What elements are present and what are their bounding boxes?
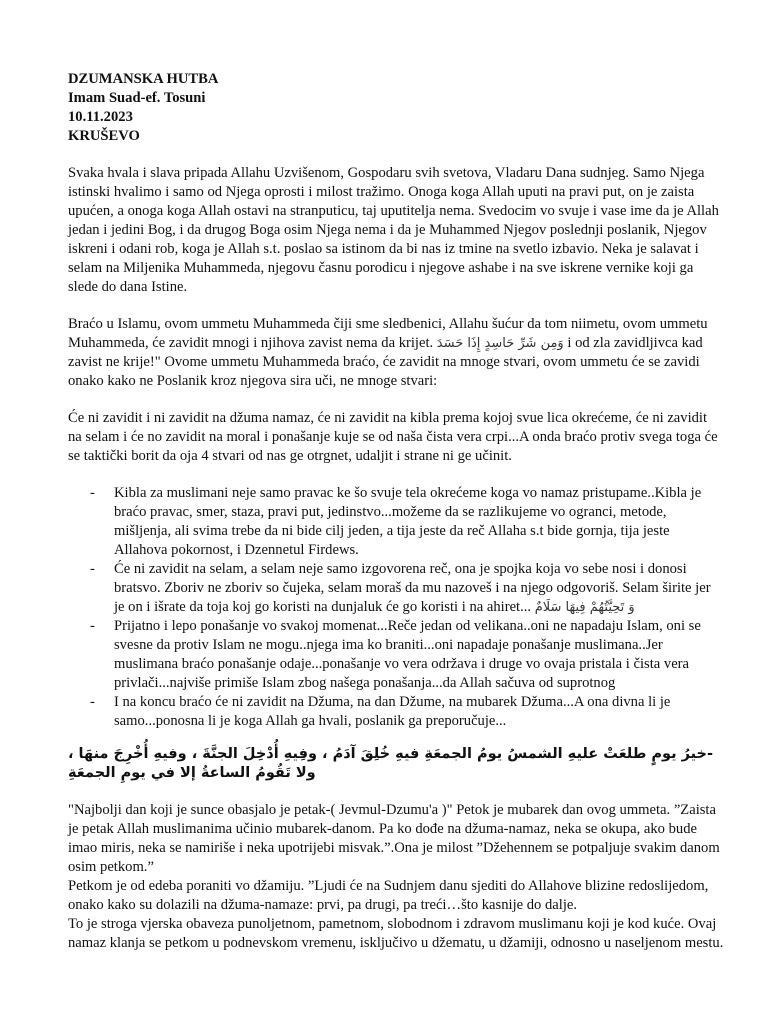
list-item-text: Prijatno i lepo ponašanje vo svakoj momenat...Reče jedan od velikana..oni ne napadaju Islam, oni se svesne da protiv Islam ne mogu..njega ima ko braniti...oni napadaje ponašanje muslimana..Jer muslimana braćo ponašanje odaje...ponašanje vo vera održava i druge vo ovaja pristala i čista vera privlači...najviše primiše Islam zbog našega ponašanja...da Allah sačuva od suprotnog — [114, 618, 701, 691]
sermon-place: KRUŠEVO — [68, 128, 140, 144]
list-item-salam — [68, 560, 724, 617]
hadith-lead-dash: - — [707, 746, 719, 762]
brothers-paragraph-text-before: Braćo u Islamu, ovom ummetu Muhammeda čiji sme sledbenici, Allahu šućur da tom niimetu, ovom ummetu Muhammeda, će zavidit mnogi i njihova zavist nema da krijet. — [68, 316, 708, 351]
hadith-arabic — [68, 745, 724, 783]
list-item-text: I na koncu braćo će ni zavidit na Džuma, na dan Džume, na mubarek Džuma...A ona divna li je samo...ponosna li je koga Allah ga hvali, poslanik ga preporučuje... — [114, 694, 671, 729]
imam-name: Imam Suad-ef. Tosuni — [68, 90, 206, 106]
envy-paragraph: Će ni zavidit i ni zavidit na džuma namaz, će ni zavidit na kibla prema kojoj svue lica okrećeme, će ni zavidit na selam i će no zavidit na moral i ponašanje kuje se od naša čista vera crpi...A onda braćo protiv svega toga će se taktički borit da oja 4 stvari od nas ge otrgnet, udaljit i strane ni ge učinit. — [68, 410, 718, 464]
list-item-text: Će ni zavidit na selam, a selam neje samo izgovorena reč, ona je spojka koja vo sebe nosi i donosi bratsvo. Zboriv ne zboriv so čujeka, selam moraš da mu nazoveš i na njego odgovoriš. Selam širite jer je on i išrate da toja koj go koristi na dunjaluk će go koristi i na ahiret... — [114, 561, 711, 615]
hadith-arabic-text: خيرُ يومٍ طلعَتْ عليهِ الشمسُ يومُ الجمعَةِ فيهِ خُلِقَ آدَمُ ، وفِيهِ أُدْخِلَ الجنَّةَ ، وفيهِ أُخْرِجَ منهَا ، ولا تَقُومُ الساعةُ إلا في يومِ الجمعَةِ — [68, 746, 708, 781]
quran-quote-salam: وَ تَحِيَّتُهُمْ فِيهَا سَلَامٌ — [534, 600, 635, 615]
sermon-title: DZUMANSKA HUTBA — [68, 71, 219, 87]
closing-section — [68, 801, 724, 953]
document-header — [68, 70, 724, 146]
intro-paragraph: Svaka hvala i slava pripada Allahu Uzvišenom, Gospodaru svih svetova, Vladaru Dana sudnjeg. Samo Njega istinski hvalimo i samo od Njega oprosti i milost tražimo. Onoga koga Allah uputi na pravi put, on je zaista upućen, a onoga koga Allah ostavi na stranputicu, taj uputitelja nema. Svedocim vo svuje i vase ime da je Allah jedan i jedini Bog, i da drugog Boga osim Njega nema i da je Muhammed Njegov poslednji poslanik, Njegov iskreni i odani rob, koga je Allah s.t. poslao sa istinom da bi nas iz tmine na svetlo izbavio. Neka je salavat i selam na Miljenika Muhammeda, njegovu časnu porodicu i njegove ashabe i na sve iskrene vernike koji ga slede do dana Istine. — [68, 165, 719, 295]
list-item-behaviour — [68, 617, 724, 693]
document-page — [68, 70, 724, 953]
brothers-paragraph — [68, 315, 724, 391]
closing-paragraph-friday: "Najbolji dan koji je sunce obasjalo je petak-( Jevmul-Dzumu'a )" Petok je mubarek dan ovog ummeta. ”Zaista je petak Allah muslimanima učinio mubarek-danom. Pa ko dođe na džuma-namaz, neka se okupa, ako bude imao miris, neka se namiriše i neka upotrijebi misvak.”.Ona je milost ”Džehennem se potpaljuje svakim danom osim petkom.” — [68, 802, 720, 875]
closing-paragraph-obligation: To je stroga vjerska obaveza punoljetnom, pametnom, slobodnom i zdravom muslimanu koji je kod kuće. Ovaj namaz klanja se petkom u podnevskom vremenu, isključivo u džematu, u džamiji, odnosno u naseljenom mestu. — [68, 916, 724, 951]
bullet-dash: - — [90, 618, 95, 634]
list-item-text: Kibla za muslimani neje samo pravac ke šo svuje tela okrećeme koga vo namaz pristupame..Kibla je braćo pravac, smer, staza, pravi put, jedinstvo...možeme da se razlikujeme vo ogranci, metode, mišljenja, ali svima trebe da ni bide cilj jeden, a tija jeste da reč Allaha s.t bide gornja, tija jeste Allahova pokornost, i Dzennetul Firdews. — [114, 485, 702, 558]
list-item-jumuah — [68, 693, 724, 731]
bullet-dash: - — [90, 485, 95, 501]
brothers-paragraph-text-after: i od zla zavidljivca kad zavist ne krije!" Ovome ummetu Muhammeda braćo, će zavidit na mnoge stvari, ovom ummetu će se zavidi onako kako ne Poslanik kroz njegova sira uči, ne mnoge stvari: — [68, 335, 703, 389]
bullet-dash: - — [90, 561, 95, 577]
bullet-list — [68, 484, 724, 731]
closing-paragraph-mosque: Petkom je od edeba poraniti vo džamiju. ”Ljudi će na Sudnjem danu sjediti do Allahove blizine redoslijedom, onako kako su dolazili na džuma-namaze: prvi, pa drugi, pa treći…što kasnije do dalje. — [68, 878, 709, 913]
quran-quote-envy: وَمِن شَرِّ حَاسِدٍ إِذَا حَسَدَ — [436, 336, 564, 351]
bullet-dash: - — [90, 694, 95, 710]
list-item-qibla — [68, 484, 724, 560]
sermon-date: 10.11.2023 — [68, 109, 133, 125]
